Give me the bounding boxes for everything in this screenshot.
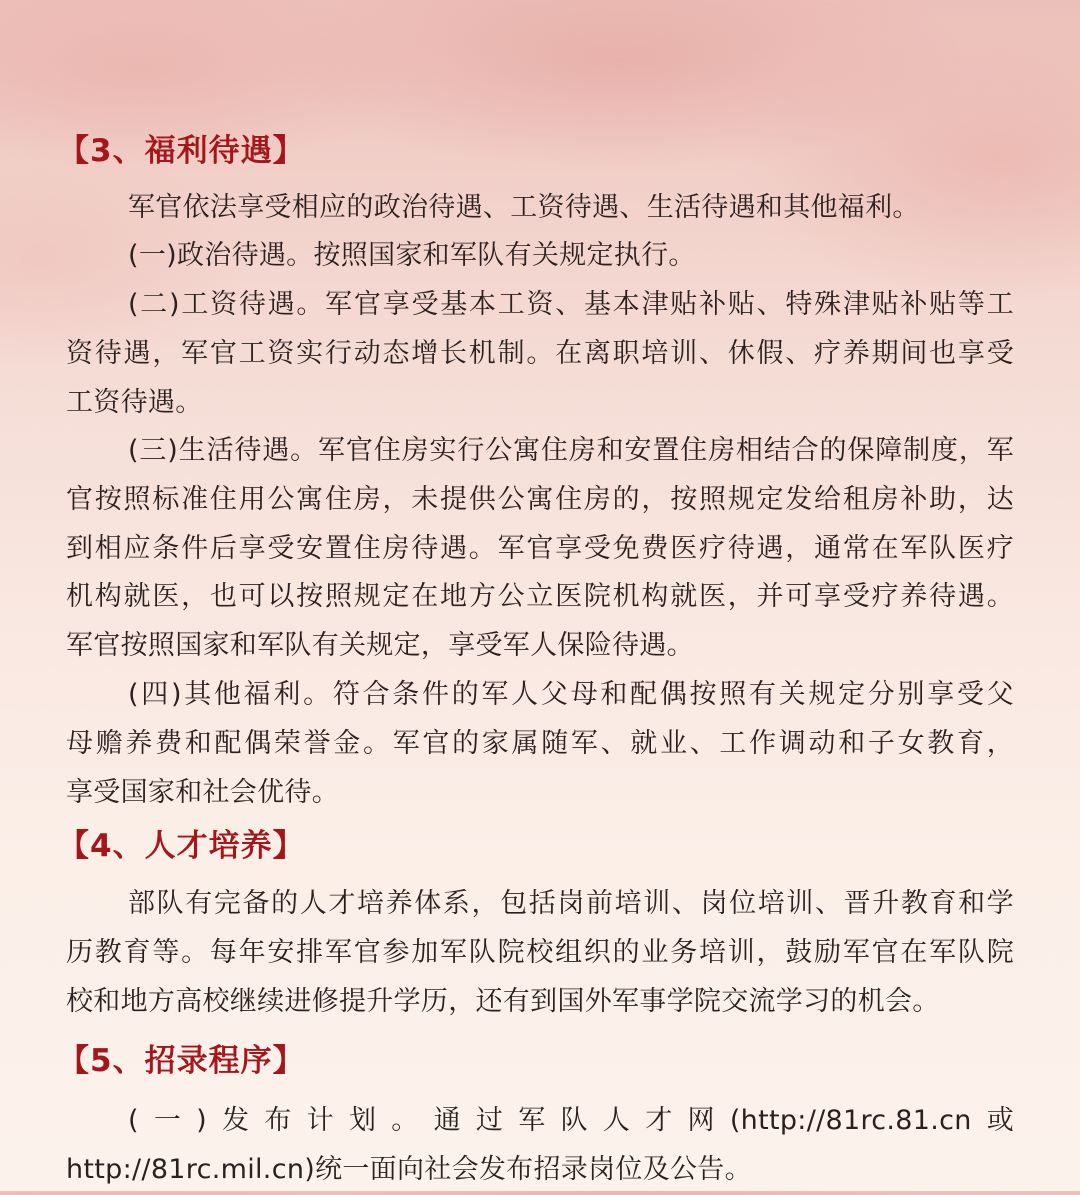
section-4-heading: 【4、人才培养】 [58, 828, 305, 864]
section-3-heading: 【3、福利待遇】 [58, 133, 305, 169]
section-3-living-paragraph [66, 427, 1014, 671]
paragraph-line: (三)生活待遇。军官住房实行公寓住房和安置住房相结合的保障制度，军 [128, 435, 1014, 466]
paragraph-line: 享受国家和社会优待。 [66, 776, 339, 808]
paragraph-line: 工资待遇。 [66, 386, 203, 418]
paragraph-line: 官按照标准住用公寓住房，未提供公寓住房的，按照规定发给租房补助，达 [66, 483, 1014, 515]
paragraph-line: 历教育等。每年安排军官参加军队院校组织的业务培训，鼓励军官在军队院 [66, 936, 1014, 968]
section-3-intro-paragraph [66, 184, 1014, 233]
paragraph-line: 到相应条件后享受安置住房待遇。军官享受免费医疗待遇，通常在军队医疗 [66, 532, 1014, 564]
paragraph-line: http://81rc.mil.cn)统一面向社会发布招录岗位及公告。 [66, 1153, 752, 1185]
paragraph-line: 军官依法享受相应的政治待遇、工资待遇、生活待遇和其他福利。 [128, 192, 920, 223]
paragraph-line: (一)发布计划。通过军队人才网(http://81rc.81.cn或 [128, 1105, 1014, 1136]
paragraph-line: (四)其他福利。符合条件的军人父母和配偶按照有关规定分别享受父 [128, 679, 1014, 710]
section-3-political-paragraph [66, 232, 1014, 281]
paragraph-line: 机构就医，也可以按照规定在地方公立医院机构就医，并可享受疗养待遇。 [66, 581, 1014, 613]
paragraph-line: 资待遇，军官工资实行动态增长机制。在离职培训、休假、疗养期间也享受 [66, 337, 1014, 369]
paragraph-line: 校和地方高校继续进修提升学历，还有到国外军事学院交流学习的机会。 [66, 985, 940, 1017]
paragraph-line: 军官按照国家和军队有关规定，享受军人保险待遇。 [66, 630, 694, 662]
paragraph-line: (一)政治待遇。按照国家和军队有关规定执行。 [128, 240, 696, 271]
section-4-paragraph [66, 880, 1014, 1026]
section-3-salary-paragraph [66, 281, 1014, 427]
paragraph-line: 部队有完备的人才培养体系，包括岗前培训、岗位培训、晋升教育和学 [128, 888, 1014, 919]
section-3-other-welfare-paragraph [66, 671, 1014, 817]
paragraph-line: (二)工资待遇。军官享受基本工资、基本津贴补贴、特殊津贴补贴等工 [128, 289, 1014, 320]
section-5-paragraph [66, 1097, 1014, 1195]
paragraph-line: 母赡养费和配偶荣誉金。军官的家属随军、就业、工作调动和子女教育， [66, 727, 1014, 759]
section-5-heading: 【5、招录程序】 [58, 1043, 305, 1079]
